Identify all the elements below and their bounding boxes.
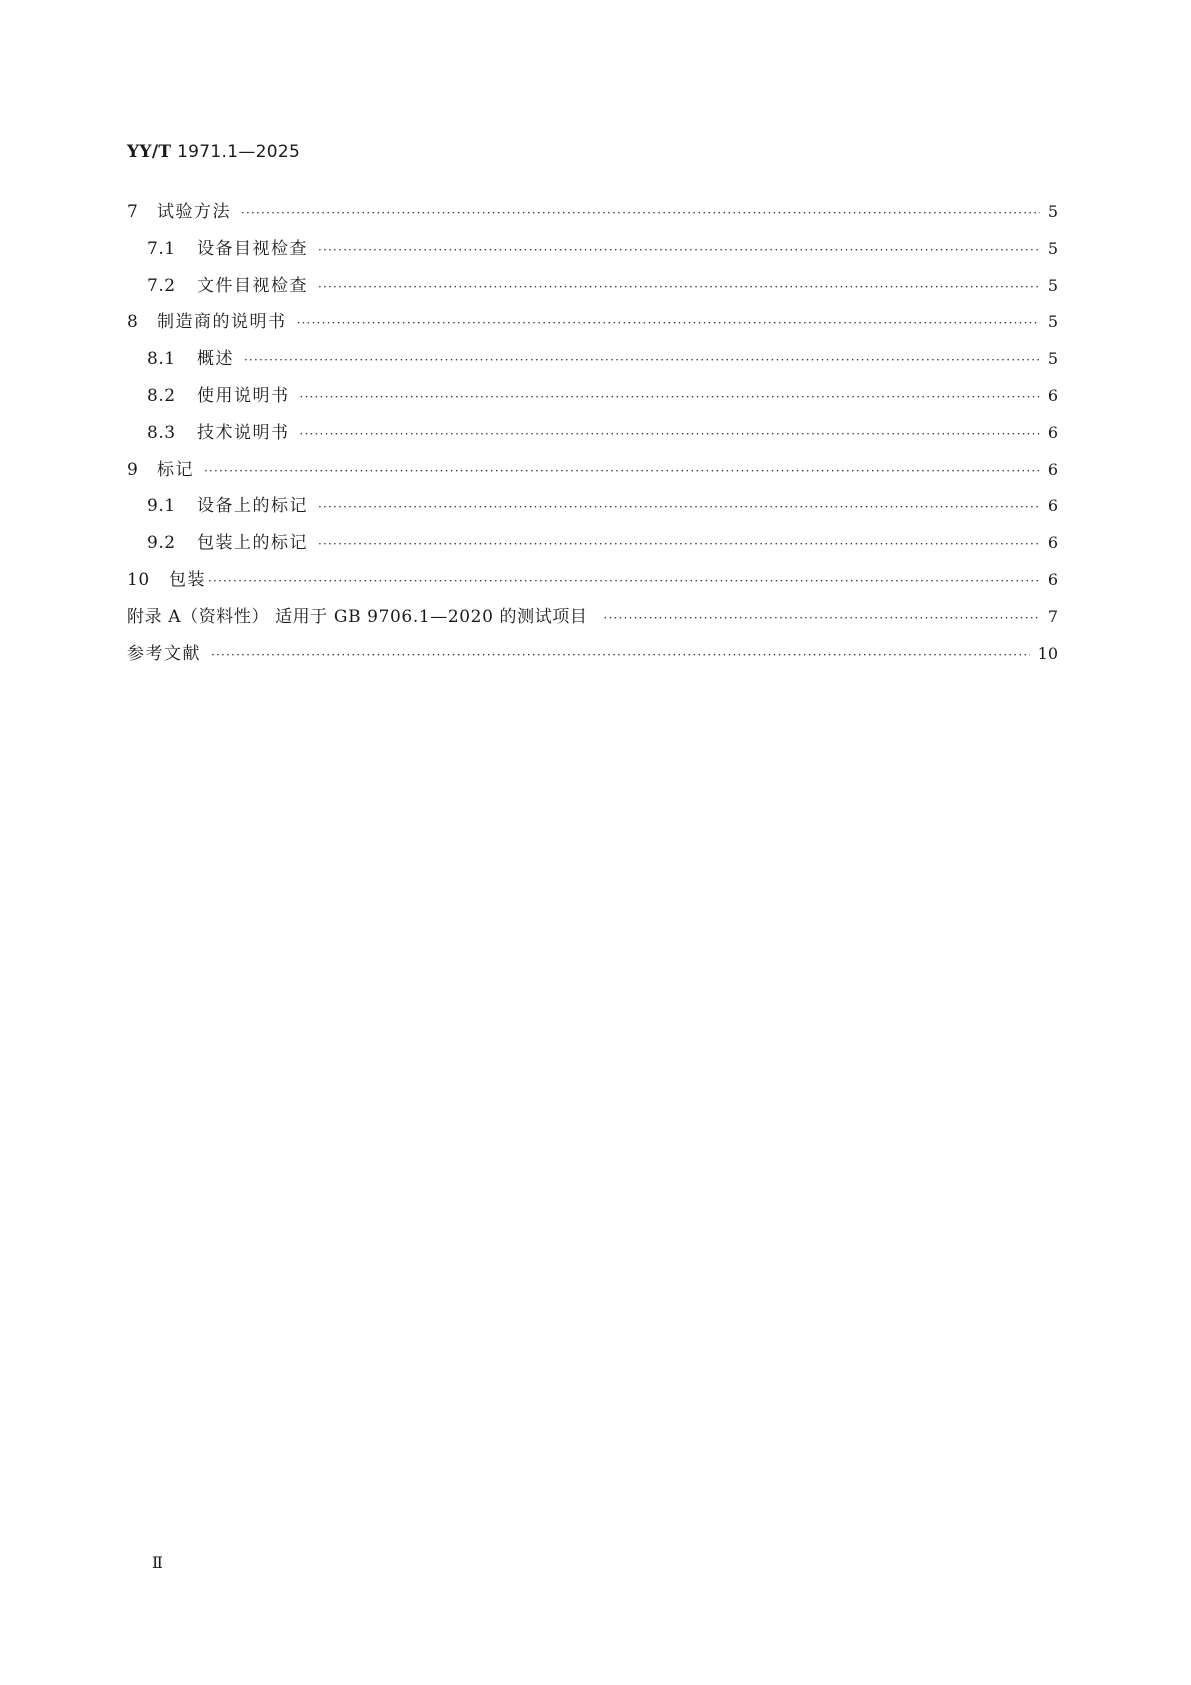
toc-entry-annex-a[interactable]	[127, 602, 1058, 639]
toc-entry-title: 参考文献	[127, 643, 201, 664]
toc-entry-references[interactable]	[127, 639, 1058, 676]
toc-entry-page: 10	[1037, 643, 1058, 663]
toc-dot-leader	[318, 537, 1040, 551]
document-header	[127, 142, 300, 162]
toc-entry-title: 设备上的标记	[197, 496, 308, 517]
toc-dot-leader	[318, 243, 1040, 257]
toc-entry-page: 5	[1047, 202, 1058, 221]
toc-entry-9-2[interactable]	[127, 528, 1058, 565]
toc-entry-title: 包装上的标记	[197, 533, 308, 554]
toc-entry-title: 使用说明书	[197, 385, 290, 406]
toc-dot-leader	[300, 427, 1040, 441]
toc-entry-page: 6	[1047, 459, 1058, 479]
page-number: Ⅱ	[152, 1553, 163, 1572]
toc-entry-number: 8.1	[147, 349, 176, 370]
toc-entry-8[interactable]	[127, 307, 1058, 344]
toc-entry-8-1[interactable]	[127, 344, 1058, 381]
toc-entry-page: 5	[1047, 312, 1058, 332]
toc-entry-page: 5	[1047, 349, 1058, 369]
toc-dot-leader	[297, 316, 1040, 330]
toc-dot-leader	[318, 280, 1040, 294]
toc-dot-leader	[318, 500, 1040, 514]
toc-entry-number: 10	[127, 569, 150, 590]
toc-entry-10[interactable]	[127, 565, 1058, 602]
toc-entry-8-2[interactable]	[127, 381, 1058, 418]
toc-entry-title: 包装	[169, 569, 206, 590]
toc-entry-title: 设备目视检查	[197, 238, 308, 259]
toc-entry-title: 技术说明书	[197, 422, 290, 443]
toc-entry-number: 7	[127, 202, 139, 222]
toc-dot-leader	[208, 574, 1040, 588]
toc-entry-page: 7	[1047, 606, 1058, 626]
toc-entry-number: 9.1	[147, 496, 176, 517]
toc-entry-page: 6	[1047, 496, 1058, 516]
toc-entry-9-1[interactable]	[127, 491, 1058, 528]
toc-entry-title: 试验方法	[157, 202, 231, 222]
toc-entry-page: 6	[1047, 422, 1058, 442]
toc-entry-title: 概述	[197, 349, 234, 370]
standard-number: 1971.1—2025	[177, 142, 301, 162]
toc-entry-page: 5	[1047, 238, 1058, 258]
toc-dot-leader	[204, 464, 1040, 478]
toc-entry-number: 7.2	[147, 275, 176, 296]
table-of-contents	[127, 197, 1058, 675]
toc-dot-leader	[244, 353, 1040, 367]
toc-entry-8-3[interactable]	[127, 418, 1058, 455]
toc-entry-page: 6	[1047, 385, 1058, 405]
toc-entry-number: 8	[127, 312, 139, 333]
toc-entry-number: 7.1	[147, 238, 176, 259]
toc-dot-leader	[241, 206, 1040, 220]
toc-entry-9[interactable]	[127, 455, 1058, 492]
toc-entry-title: 附录 A（资料性） 适用于 GB 9706.1—2020 的测试项目	[127, 606, 588, 627]
toc-entry-page: 5	[1047, 275, 1058, 295]
toc-dot-leader	[211, 648, 1030, 662]
toc-entry-title: 文件目视检查	[197, 275, 308, 296]
toc-entry-7[interactable]	[127, 197, 1058, 234]
toc-entry-title: 制造商的说明书	[157, 312, 287, 333]
toc-dot-leader	[300, 390, 1040, 404]
toc-dot-leader	[604, 611, 1040, 625]
toc-entry-title: 标记	[157, 459, 194, 480]
toc-entry-7-2[interactable]	[127, 271, 1058, 308]
toc-entry-page: 6	[1047, 569, 1058, 589]
toc-entry-number: 8.3	[147, 422, 176, 443]
toc-entry-7-1[interactable]	[127, 234, 1058, 271]
toc-entry-number: 8.2	[147, 385, 176, 406]
toc-entry-number: 9.2	[147, 533, 176, 554]
standard-code: YY/T	[127, 142, 172, 162]
toc-entry-number: 9	[127, 459, 139, 480]
toc-entry-page: 6	[1047, 533, 1058, 553]
